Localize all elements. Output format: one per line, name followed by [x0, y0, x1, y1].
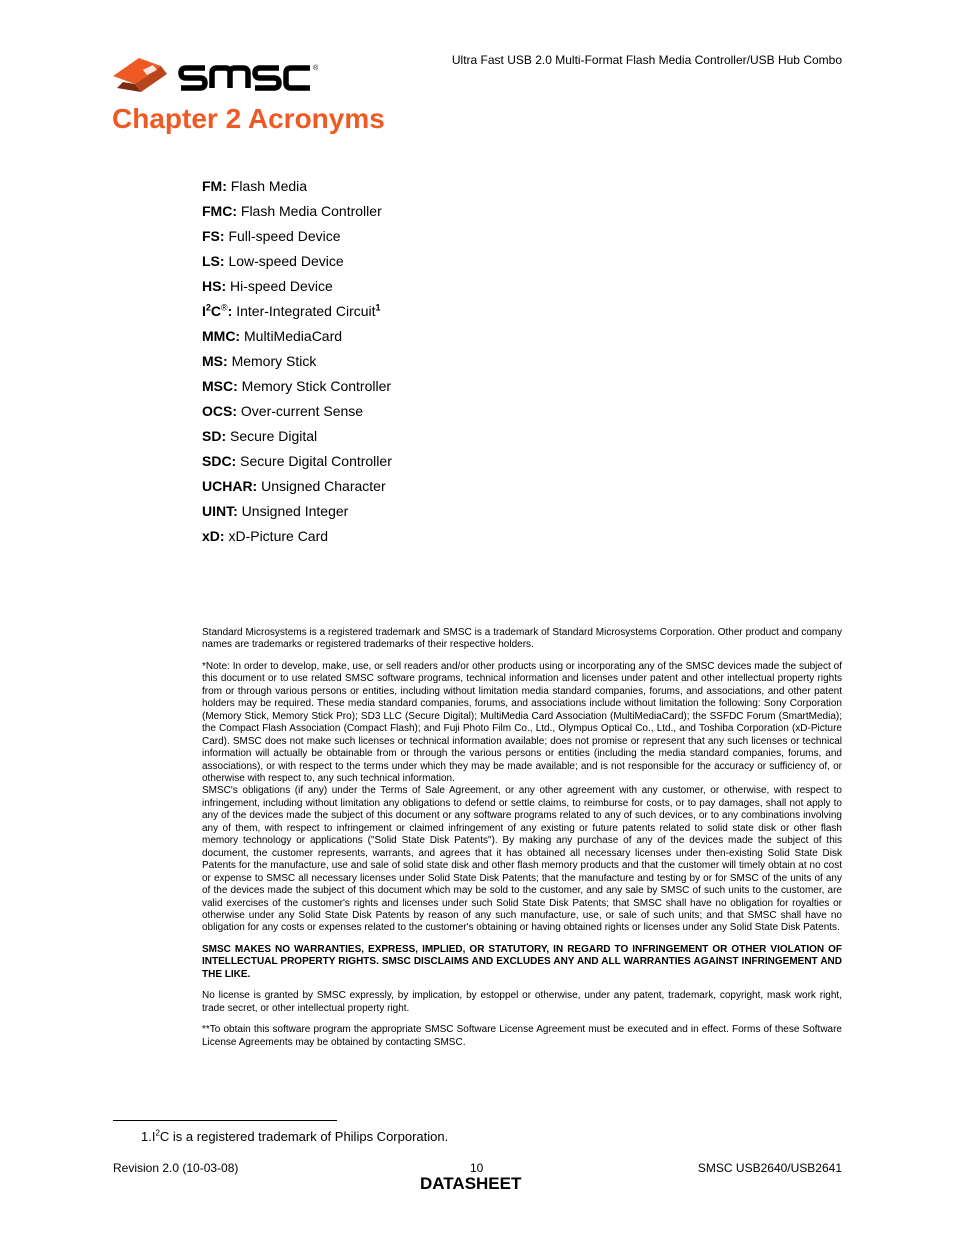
acronym-definition: Low-speed Device — [228, 253, 344, 269]
acronym-definition: Hi-speed Device — [230, 278, 333, 294]
software-paragraph: **To obtain this software program the appropriate SMSC Software License Agreement must be executed and in effect. Forms of these Software License Agreements may be obtained by contacting SMSC. — [202, 1024, 842, 1048]
acronym-term: SDC: — [202, 453, 237, 469]
acronym-term: xD: — [202, 528, 225, 544]
list-item — [202, 326, 392, 351]
acronym-definition: MultiMediaCard — [244, 328, 343, 344]
list-item — [202, 476, 392, 501]
list-item — [202, 376, 392, 401]
footnote — [141, 1129, 448, 1144]
acronym-term: FMC: — [202, 203, 237, 219]
list-item — [202, 276, 392, 301]
acronym-definition: Full-speed Device — [228, 228, 341, 244]
footnote-prefix: 1.I — [141, 1129, 156, 1144]
acronym-term: MMC: — [202, 328, 241, 344]
acronym-definition: xD-Picture Card — [228, 528, 329, 544]
license-paragraph: No license is granted by SMSC expressly, by implication, by estoppel or otherwise, under any patent, trademark, copyright, mask work right, trade secret, or other intellectual property right. — [202, 990, 842, 1014]
legal-notice — [202, 627, 842, 1058]
acronym-term: HS: — [202, 278, 227, 294]
registered-mark: ® — [221, 302, 228, 313]
page-number: 10 — [470, 1161, 484, 1175]
warranty-paragraph: SMSC MAKES NO WARRANTIES, EXPRESS, IMPLIED, OR STATUTORY, IN REGARD TO INFRINGEMENT OR OTHER VIOLATION OF INTELLECTUAL PROPERTY RIGHTS. SMSC DISCLAIMS AND EXCLUDES ANY AND ALL WARRANTIES AGAINST INFRINGEMENT AND THE LIKE. — [202, 943, 842, 980]
header-title: Ultra Fast USB 2.0 Multi-Format Flash Media Controller/USB Hub Combo — [451, 53, 842, 67]
acronym-term: SD: — [202, 428, 227, 444]
footnote-superscript: 2 — [155, 1128, 160, 1138]
acronym-definition: Flash Media Controller — [240, 203, 382, 219]
list-item — [202, 426, 392, 451]
acronym-term: MS: — [202, 353, 228, 369]
smsc-logo-wordmark — [181, 68, 310, 88]
list-item — [202, 176, 392, 201]
acronym-term-colon: : — [227, 303, 233, 319]
list-item — [202, 201, 392, 226]
registered-mark: ® — [313, 65, 319, 72]
acronym-term: LS: — [202, 253, 225, 269]
acronym-definition: Memory Stick Controller — [241, 378, 392, 394]
acronym-list — [202, 176, 392, 551]
acronym-term-suffix: C — [210, 303, 222, 319]
acronym-term: FM: — [202, 178, 227, 194]
list-item — [202, 301, 392, 326]
acronym-definition: Secure Digital — [230, 428, 318, 444]
obligations-paragraph: SMSC's obligations (if any) under the Terms of Sale Agreement, or any other agreement with any customer, or otherwise, with respect to infringement, including without limitation any obligations to defend or settle claims, to reimburse for costs, or to pay damages, shall not apply to any of the devices made the subject of this document or any software programs related to any of such devices, or to any combinations involving any of them, with respect to infringement or claimed infringement of any existing or future patents related to solid state disk or other flash memory technology or applications ("Solid State Disk Patents"). By making any purchase of any of the devices made the subject of this document, the customer represents, warrants, and agrees that it has obtained all necessary licenses under then-existing Solid State Disk Patents for the manufacture, use and sale of solid state disk and other flash memory products and that the customer will timely obtain at no cost or expense to SMSC all necessary licenses under Solid State Disk Patents; that the manufacture and testing by or for SMSC of the units of any of the devices made the subject of this document which may be sold to the customer, and any sale by SMSC of such units to the customer, are valid exercises of the customer's rights and licenses under such Solid State Disk Patents; that SMSC shall have no obligation for royalties or otherwise under any Solid State Disk Patents by reason of any such manufacture, use, or sale of such units; and that SMSC shall have no obligation for any costs or expenses related to the customer's obtaining or having obtained rights or licenses under any Solid State Disk Patents. — [202, 785, 842, 934]
acronym-definition: Flash Media — [230, 178, 308, 194]
chapter-title: Chapter 2 Acronyms — [112, 103, 385, 134]
list-item — [202, 251, 392, 276]
acronym-term: MSC: — [202, 378, 238, 394]
acronym-term: UINT: — [202, 503, 238, 519]
footnote-reference[interactable]: 1 — [375, 302, 381, 313]
note-paragraph: *Note: In order to develop, make, use, or sell readers and/or other products using or incorporating any of the SMSC devices made the subject of this document or to use related SMSC software programs, technical information and licenses under patent and other intellectual property rights from or through various persons or entities, including without limitation media standard companies, forums, and associations, and other patent holders may be required. These media standard companies, forums, and associations include without limitation the following: Sony Corporation (Memory Stick, Memory Stick Pro); SD3 LLC (Secure Digital); MultiMedia Card Association (MultiMediaCard); the SSFDC Forum (SmartMedia); the Compact Flash Association (Compact Flash); and Fuji Photo Film Co., Ltd., Olympus Optical Co., Ltd., and Toshiba Corporation (xD-Picture Card). SMSC does not make such licenses or technical information available; does not promise or represent that any such licenses or technical information will actually be obtainable from or through the various persons or entities (including the media standard companies, forums, and associations), or with respect to the terms under which they may be made available; and is not responsible for the accuracy or sufficiency of, or otherwise with respect to, any such technical information. — [202, 660, 842, 784]
list-item — [202, 526, 392, 551]
list-item — [202, 451, 392, 476]
acronym-definition: Unsigned Character — [261, 478, 386, 494]
acronym-term: FS: — [202, 228, 225, 244]
trademark-paragraph: Standard Microsystems is a registered trademark and SMSC is a trademark of Standard Microsystems Corporation. Other product and company names are trademarks or registered trademarks of their respective holders. — [202, 627, 842, 651]
acronym-term-superscript: 2 — [205, 302, 211, 313]
acronym-term: OCS: — [202, 403, 237, 419]
acronym-term: UCHAR: — [202, 478, 258, 494]
footer-datasheet-label: DATASHEET — [420, 1174, 522, 1193]
acronym-definition: Memory Stick — [231, 353, 317, 369]
smsc-logo-icon — [113, 58, 167, 92]
acronym-term-prefix: I — [202, 303, 206, 319]
acronym-term — [202, 303, 232, 319]
footnote-text: C is a registered trademark of Philips Corporation. — [159, 1129, 449, 1144]
smsc-logo — [113, 56, 323, 96]
list-item — [202, 351, 392, 376]
footer-document-id: SMSC USB2640/USB2641 — [697, 1161, 842, 1175]
acronym-definition: Unsigned Integer — [241, 503, 349, 519]
list-item — [202, 226, 392, 251]
footer-revision: Revision 2.0 (10-03-08) — [113, 1161, 239, 1175]
list-item — [202, 501, 392, 526]
acronym-definition: Over-current Sense — [240, 403, 364, 419]
footnote-divider — [113, 1120, 337, 1121]
list-item — [202, 401, 392, 426]
acronym-definition: Inter-Integrated Circuit — [236, 303, 376, 319]
acronym-definition: Secure Digital Controller — [240, 453, 392, 469]
